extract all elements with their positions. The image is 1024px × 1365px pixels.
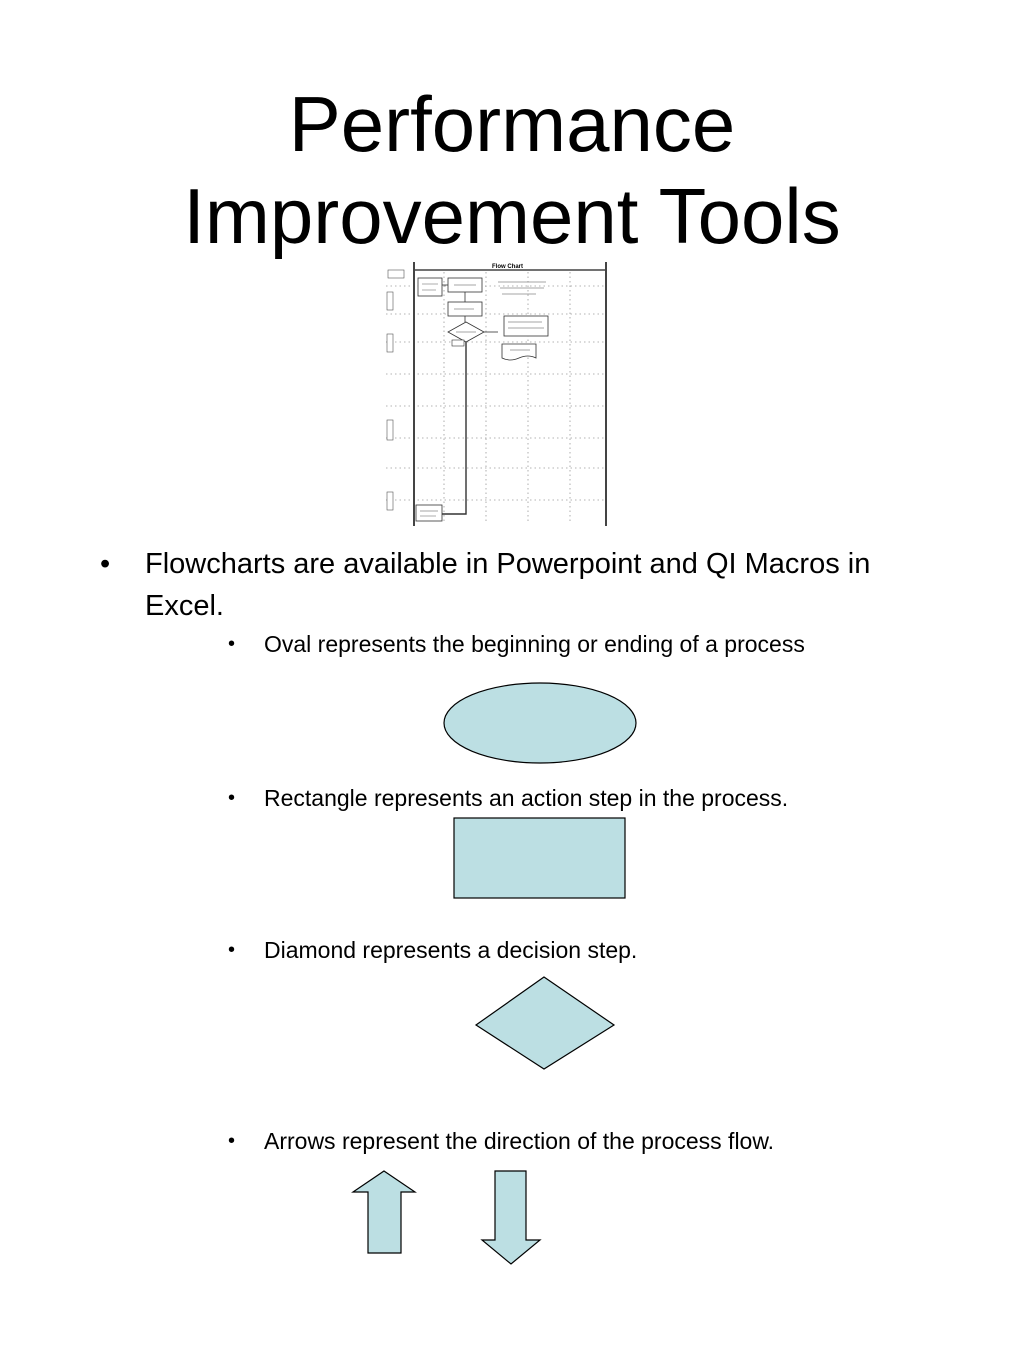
slide-title xyxy=(0,78,1024,262)
title-line-1: Performance xyxy=(288,80,736,168)
bullet-marker: • xyxy=(228,939,236,961)
title-line-2: Improvement Tools xyxy=(183,172,841,260)
bullet-diamond-text: Diamond represents a decision step. xyxy=(264,937,638,963)
bullet-oval-text: Oval represents the beginning or ending of a process xyxy=(264,631,805,657)
up-arrow-icon xyxy=(348,1168,420,1258)
bullet-marker: • xyxy=(228,1130,236,1152)
oval-shape xyxy=(440,680,640,766)
rectangle-shape xyxy=(452,816,628,902)
bullet-rectangle-text: Rectangle represents an action step in the process. xyxy=(264,785,789,811)
bullet-arrows-text: Arrows represent the direction of the process flow. xyxy=(264,1128,775,1154)
diamond-shape xyxy=(474,975,618,1073)
flowchart-image xyxy=(386,262,610,526)
bullet-marker: • xyxy=(228,787,236,809)
bullet-marker: • xyxy=(100,548,111,580)
bullet-flowcharts-text: Flowcharts are available in Powerpoint and QI Macros in Excel. xyxy=(145,548,871,622)
down-arrow-icon xyxy=(478,1168,544,1268)
flowchart-heading: Flow Chart xyxy=(492,264,523,270)
bullet-marker: • xyxy=(228,633,236,655)
